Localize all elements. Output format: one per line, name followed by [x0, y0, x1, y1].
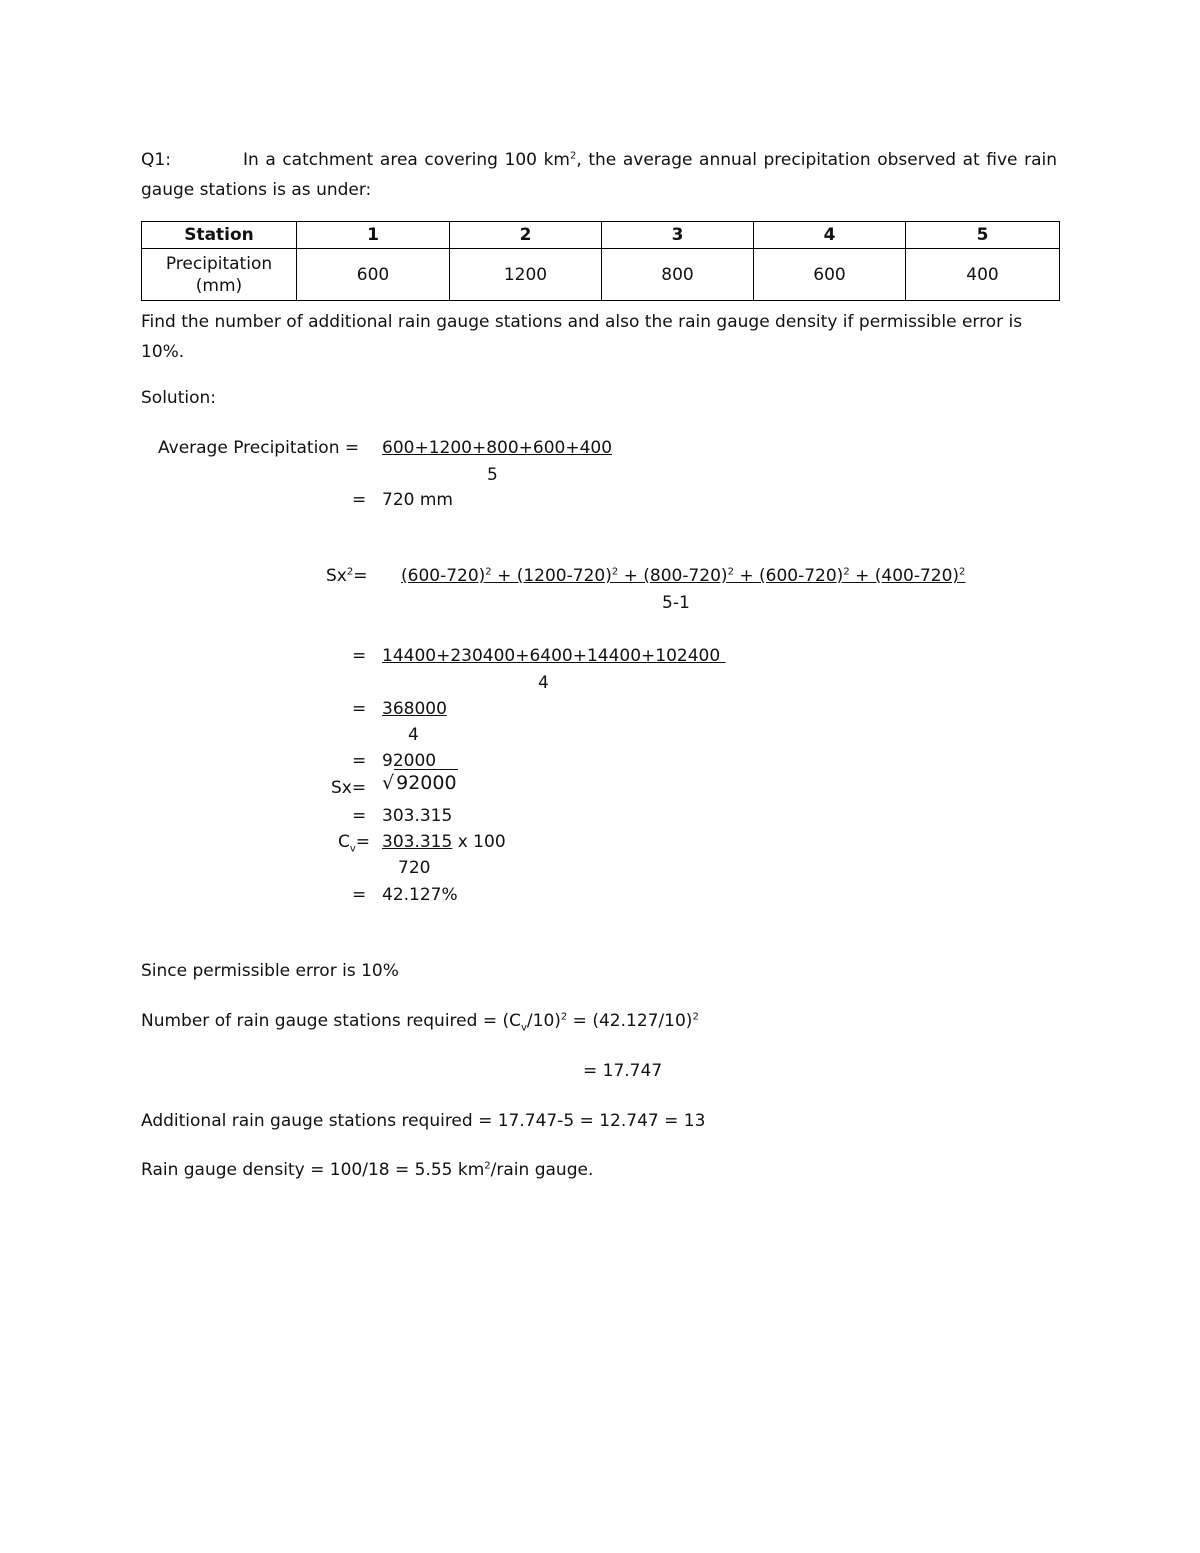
question-label: Q1: — [141, 150, 171, 170]
cv-label: $C_v=$ — [338, 832, 371, 855]
equals-sign: = — [352, 646, 367, 666]
avg-result: 720 mm — [382, 490, 453, 510]
table-header-cell: 5 — [906, 222, 1060, 249]
precipitation-table — [141, 221, 1060, 301]
step3-denominator: 4 — [408, 725, 419, 745]
equals-sign: = — [352, 490, 367, 510]
conclusion-line1: Since permissible error is 10% — [141, 961, 399, 981]
table-row — [142, 249, 1060, 301]
table-row — [142, 222, 1060, 249]
conclusion-line4: Additional rain gauge stations required = 17.747-5 = 12.747 = 13 — [141, 1111, 706, 1131]
avg-numerator: 600+1200+800+600+400 — [382, 438, 613, 458]
question-text-a: In a catchment area covering 100 km — [242, 150, 570, 170]
table-cell: 800 — [602, 249, 754, 301]
table-header-cell: 3 — [602, 222, 754, 249]
cv-expression — [382, 834, 506, 851]
sx-value: 303.315 — [382, 806, 453, 826]
table-header-cell: 1 — [297, 222, 450, 249]
table-cell: 600 — [297, 249, 450, 301]
question-sup: 2 — [570, 150, 577, 162]
table-cell: 400 — [906, 249, 1060, 301]
sqrt-value: 92000 — [394, 769, 457, 794]
table-cell: 1200 — [450, 249, 602, 301]
question-text — [141, 145, 1057, 205]
avg-label: Average Precipitation = — [158, 438, 360, 458]
equals-sign: = — [352, 806, 367, 826]
step3-numerator: 368000 — [382, 699, 447, 719]
question-text-b: , the average annual precipitation observed at five rain gauge stations is as under: — [141, 150, 1057, 200]
equals-sign: = — [352, 699, 367, 719]
cv-result: 42.127% — [382, 885, 458, 905]
sx2-denominator: 5-1 — [662, 593, 690, 613]
sx2-numerator: $(600-720)^2 + (1200-720)^2 + (800-720)^2 + (600-720)^2 + (400-720)^2$ — [401, 566, 966, 586]
conclusion-line2: Number of rain gauge stations required = $(C_v/10)^2 = (42.127/10)^2$ — [141, 1011, 699, 1034]
step4-value: 92000 — [382, 751, 437, 771]
cv-times: x 100 — [457, 832, 506, 852]
conclusion-line3: = 17.747 — [583, 1061, 663, 1081]
sqrt-expression — [382, 774, 458, 793]
table-header-cell: 2 — [450, 222, 602, 249]
table-header-station: Station — [142, 222, 297, 249]
table-header-cell: 4 — [754, 222, 906, 249]
equals-sign: = — [352, 751, 367, 771]
cv-denominator: 720 — [398, 858, 431, 878]
step2-denominator: 4 — [538, 673, 549, 693]
conclusion-line5: Rain gauge density = 100/18 = 5.55 $km^2$/rain gauge. — [141, 1160, 594, 1180]
table-cell: 600 — [754, 249, 906, 301]
avg-denominator: 5 — [487, 465, 498, 485]
sqrt-symbol: √ — [382, 772, 395, 794]
find-text: Find the number of additional rain gauge stations and also the rain gauge density if permissible error is 10%. — [141, 312, 1023, 362]
solution-heading: Solution: — [141, 388, 216, 408]
cv-numerator: 303.315 — [382, 832, 453, 852]
step2-numerator: 14400+230400+6400+14400+102400 — [382, 646, 726, 666]
equals-sign: = — [352, 885, 367, 905]
sx-label: Sx= — [331, 778, 367, 798]
sx2-label: $Sx^2=$ — [326, 566, 368, 586]
table-row-label: Precipitation (mm) — [142, 249, 297, 301]
